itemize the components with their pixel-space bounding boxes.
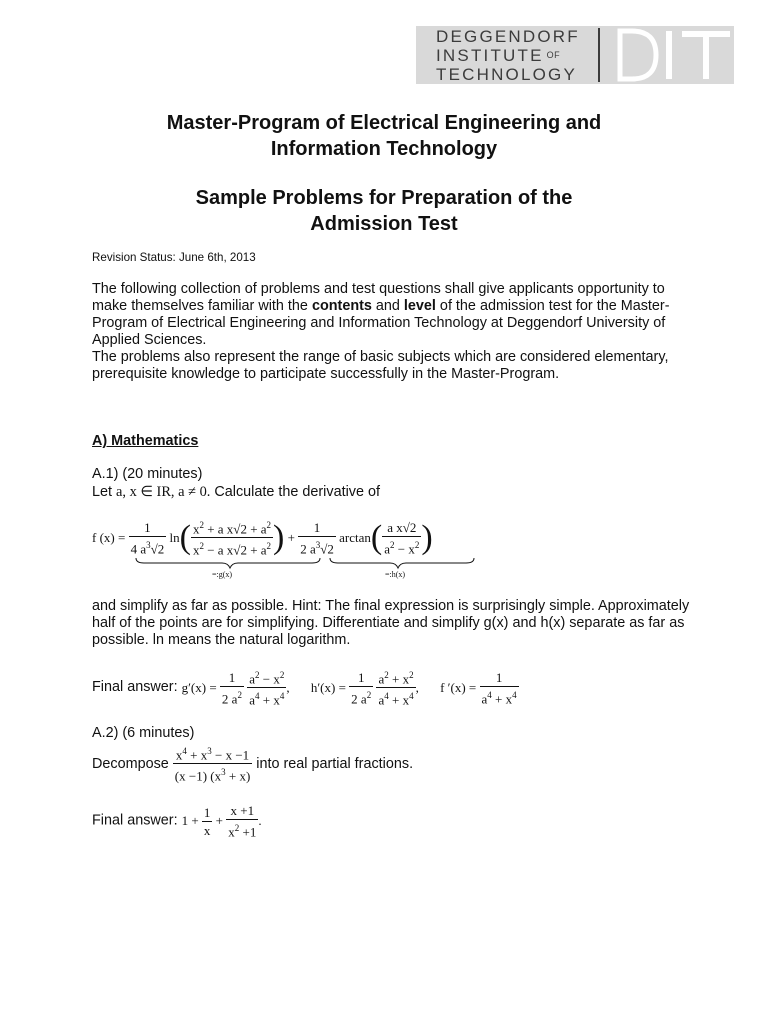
a1-final-label: Final answer:: [92, 679, 182, 696]
subtitle-line-1: Sample Problems for Preparation of the: [195, 187, 573, 209]
intro-bold-contents: contents: [311, 298, 372, 314]
a2-heading: A.2) (6 minutes): [92, 725, 195, 741]
a1-let-math: a, x ∈ IR, a ≠ 0.: [116, 484, 211, 500]
h-label: =:h(x): [385, 570, 406, 579]
title-line-1: Master-Program of Electrical Engineering and: [166, 112, 602, 134]
a1-let-suffix: Calculate the derivative of: [210, 484, 380, 500]
a2-decompose-text: Decompose: [92, 755, 169, 772]
a2-decompose-line: Decompose $\frac{x^4 + x^3 - x -1}{(x -1) (x^3 + x)}$ into real partial fractions.: [92, 743, 413, 785]
logo-line-3: TECHNOLOGY: [436, 65, 578, 84]
intro-paragraph-2: The problems also represent the range of basic subjects which are considered elementary, prerequisite knowledge to participate successfully in the Master-Program.: [92, 349, 669, 382]
document-title: [0, 110, 768, 162]
a2-final-label: Final answer:: [92, 812, 182, 829]
formula-underbraces: [134, 556, 484, 570]
subtitle-line-2: Admission Test: [310, 213, 458, 235]
a1-description: and simplify as far as possible. Hint: The final expression is surprisingly simple. Approximately half of the points are for simplifying. Differentiate and simplify g(x) and h(x) separate as far as possible. ln means the natural logarithm.: [92, 598, 690, 648]
document-subtitle: [0, 185, 768, 237]
a1-let-prefix: Let: [92, 484, 117, 500]
a1-final-answer: Final answer: g′(x) = $\frac{1}{2 a^2}$ $\frac{a^2 - x^2}{a^4 + x^4}$ , h′(x) = $\frac{1}{2 a^2}$ $\frac{a^2 + x^2}{a^4 + x^4}$ , f ′(x) = $\frac{1}{a^4 + x^4}$: [92, 667, 519, 709]
logo-line-1: DEGGENDORF: [436, 27, 580, 46]
institute-logo-text: [436, 27, 580, 84]
dit-logo-mark: [598, 28, 734, 82]
intro-text-1: The following collection of problems and test questions shall give applicants opportunity to make themselves familiar with the: [92, 281, 665, 314]
intro-paragraph: [92, 281, 692, 383]
intro-text-3: of the admission test for the Master-Program of Electrical Engineering and Information Technology at Deggendorf University of Applied Sciences.: [92, 298, 670, 348]
a2-into-text: into real partial fractions.: [256, 755, 414, 772]
a1-let-line: [92, 484, 692, 501]
logo-line-2: [436, 46, 580, 65]
section-heading-mathematics: A) Mathematics: [92, 433, 199, 449]
formula-f: f (x) = $\frac{1}{4 a^3√2}$ ln( $\frac{x^2 + a x√2 + a^2}{x^2 - a x√2 + a^2}$ ) + $\frac{1}{2 a^3√2}$ arctan( $\frac{\text{a x√2}}{a^2 - x^2}$ ): [92, 518, 433, 558]
revision-status: Revision Status: June 6th, 2013: [92, 251, 256, 264]
intro-bold-level: level: [403, 298, 436, 314]
a2-final-answer: Final answer: 1 + $\frac{1}{x}$ + $\frac{x +1}{x^2 +1}$ .: [92, 803, 262, 840]
title-line-2: Information Technology: [270, 138, 498, 160]
logo-line-2-text: INSTITUTE: [436, 46, 544, 65]
a1-heading: A.1) (20 minutes): [92, 466, 203, 482]
g-label: =:g(x): [212, 570, 233, 579]
intro-text-2: and: [371, 298, 404, 314]
logo-of: OF: [546, 50, 561, 60]
